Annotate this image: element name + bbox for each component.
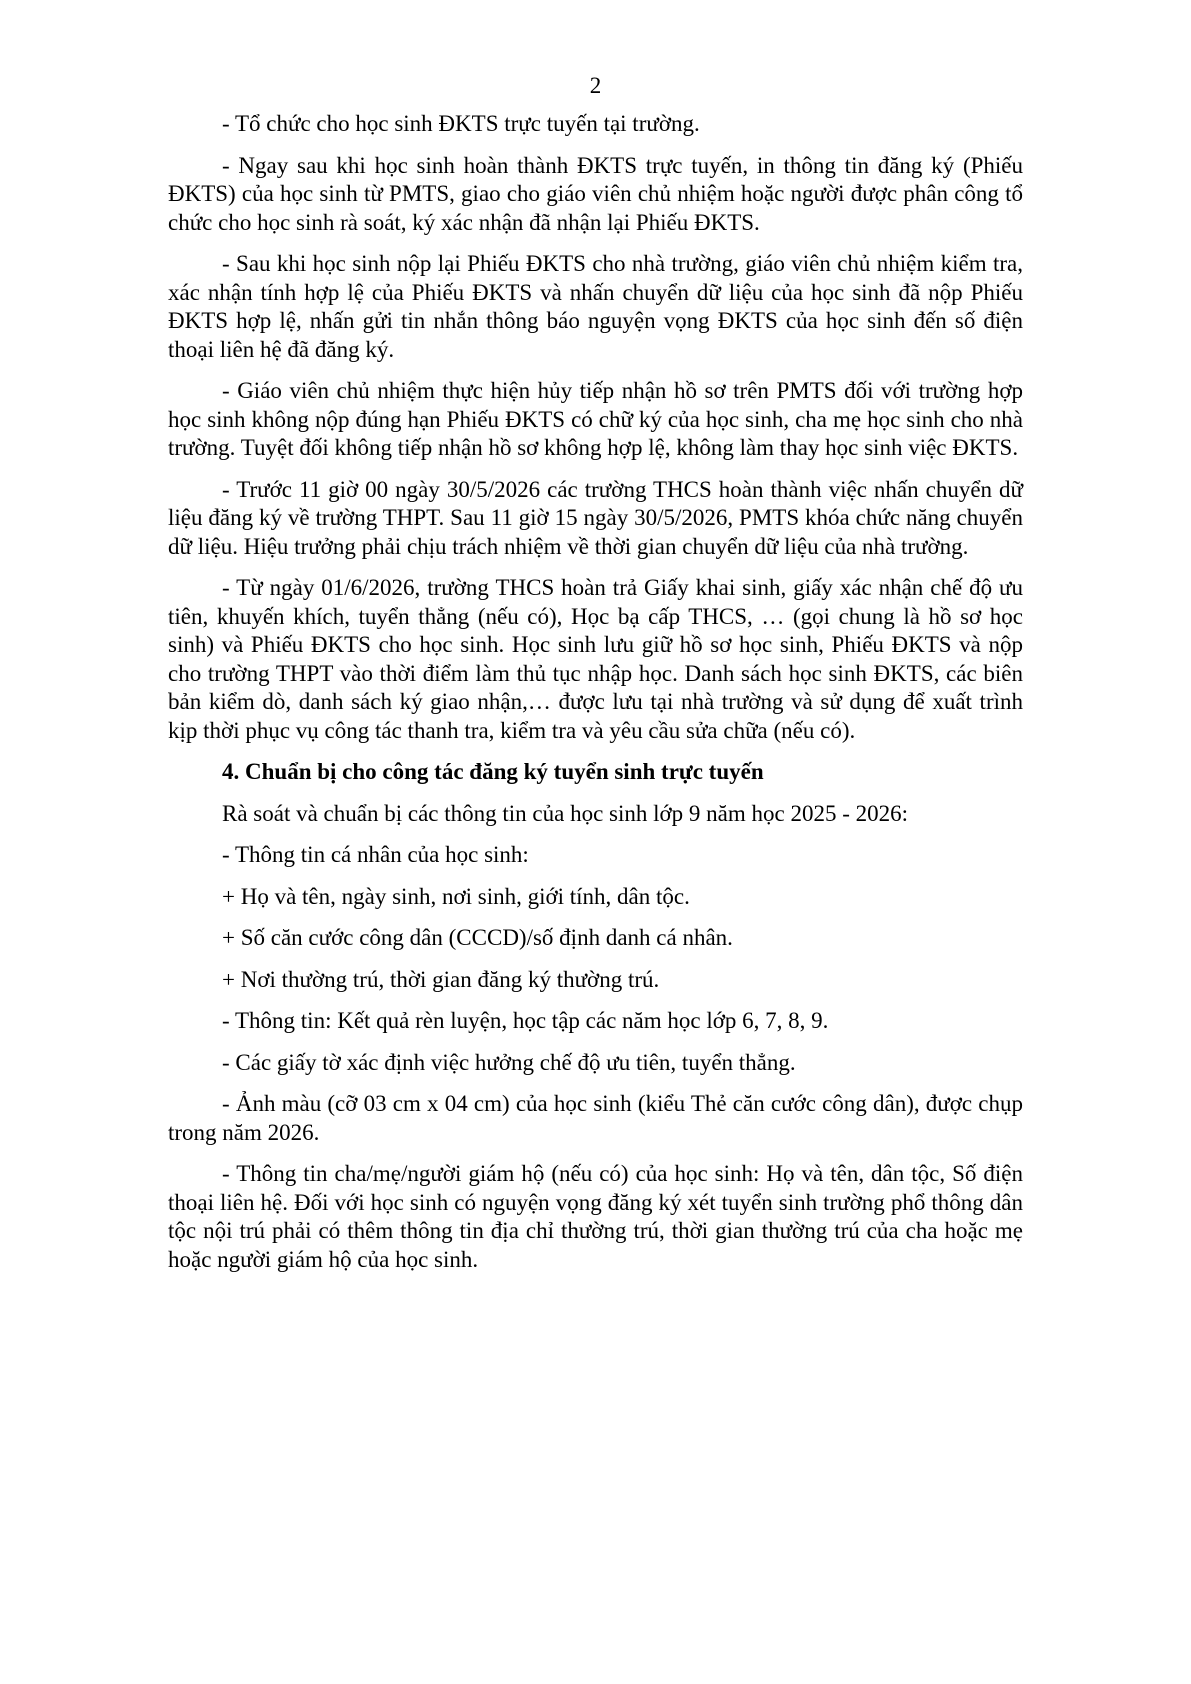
page-number: 2 [589, 73, 602, 98]
paragraph-deadline: - Trước 11 giờ 00 ngày 30/5/2026 các trường THCS hoàn thành việc nhấn chuyển dữ liệu đăng ký về trường THPT. Sau 11 giờ 15 ngày 30/5/2026, PMTS khóa chức năng chuyển dữ liệu. Hiệu trưởng phải chịu trách nhiệm về thời gian chuyển dữ liệu của nhà trường. [168, 476, 1023, 559]
paragraph-verify-form: - Sau khi học sinh nộp lại Phiếu ĐKTS cho nhà trường, giáo viên chủ nhiệm kiểm tra, xác nhận tính hợp lệ của Phiếu ĐKTS và nhấn chuyển dữ liệu của học sinh đã nộp Phiếu ĐKTS hợp lệ, nhấn gửi tin nhắn thông báo nguyện vọng ĐKTS của học sinh đến số điện thoại liên hệ đã đăng ký. [168, 251, 1023, 362]
list-item-priority-docs: - Các giấy tờ xác định việc hưởng chế độ ưu tiên, tuyển thẳng. [222, 1049, 796, 1075]
list-item-residence: + Nơi thường trú, thời gian đăng ký thường trú. [222, 966, 660, 992]
paragraph-return-documents: - Từ ngày 01/6/2026, trường THCS hoàn trả Giấy khai sinh, giấy xác nhận chế độ ưu tiên, khuyến khích, tuyển thẳng (nếu có), Học bạ cấp THCS, … (gọi chung là hồ sơ học sinh) và Phiếu ĐKTS cho học sinh. Học sinh lưu giữ hồ sơ học sinh, Phiếu ĐKTS và nộp cho trường THPT vào thời điểm làm thủ tục nhập học. Danh sách học sinh ĐKTS, các biên bản kiểm dò, danh sách ký giao nhận,… được lưu tại nhà trường và sử dụng để xuất trình kịp thời phục vụ công tác thanh tra, kiểm tra và yêu cầu sửa chữa (nếu có). [168, 575, 1023, 743]
list-item-id-number: + Số căn cước công dân (CCCD)/số định danh cá nhân. [222, 925, 733, 950]
paragraph-photo: - Ảnh màu (cỡ 03 cm x 04 cm) của học sinh (kiểu Thẻ căn cước công dân), được chụp trong năm 2026. [168, 1091, 1023, 1145]
paragraph-guardian-info: - Thông tin cha/mẹ/người giám hộ (nếu có) của học sinh: Họ và tên, dân tộc, Số điện thoại liên hệ. Đối với học sinh có nguyện vọng đăng ký xét tuyển sinh trường phổ thông dân tộc nội trú phải có thêm thông tin địa chỉ thường trú, thời gian thường trú của cha hoặc mẹ hoặc người giám hộ của học sinh. [168, 1161, 1023, 1272]
section-4-intro: Rà soát và chuẩn bị các thông tin của học sinh lớp 9 năm học 2025 - 2026: [222, 800, 909, 826]
paragraph-cancel-record: - Giáo viên chủ nhiệm thực hiện hủy tiếp nhận hồ sơ trên PMTS đối với trường hợp học sinh không nộp đúng hạn Phiếu ĐKTS có chữ ký của học sinh, cha mẹ học sinh cho nhà trường. Tuyệt đối không tiếp nhận hồ sơ không hợp lệ, không làm thay học sinh việc ĐKTS. [168, 378, 1023, 460]
list-item-name-birth: + Họ và tên, ngày sinh, nơi sinh, giới tính, dân tộc. [222, 883, 690, 909]
section-4-list [168, 841, 1111, 1274]
section-4-heading: 4. Chuẩn bị cho công tác đăng ký tuyển sinh trực tuyến [222, 759, 764, 784]
list-item-personal-info: - Thông tin cá nhân của học sinh: [222, 842, 529, 867]
section-3-list [168, 110, 1111, 745]
list-item-results: - Thông tin: Kết quả rèn luyện, học tập các năm học lớp 6, 7, 8, 9. [222, 1008, 829, 1033]
paragraph-print-form: - Ngay sau khi học sinh hoàn thành ĐKTS trực tuyến, in thông tin đăng ký (Phiếu ĐKTS) của học sinh từ PMTS, giao cho giáo viên chủ nhiệm hoặc người được phân công tổ chức cho học sinh rà soát, ký xác nhận đã nhận lại Phiếu ĐKTS. [168, 152, 1023, 235]
paragraph-organize: - Tổ chức cho học sinh ĐKTS trực tuyến tại trường. [222, 111, 700, 136]
